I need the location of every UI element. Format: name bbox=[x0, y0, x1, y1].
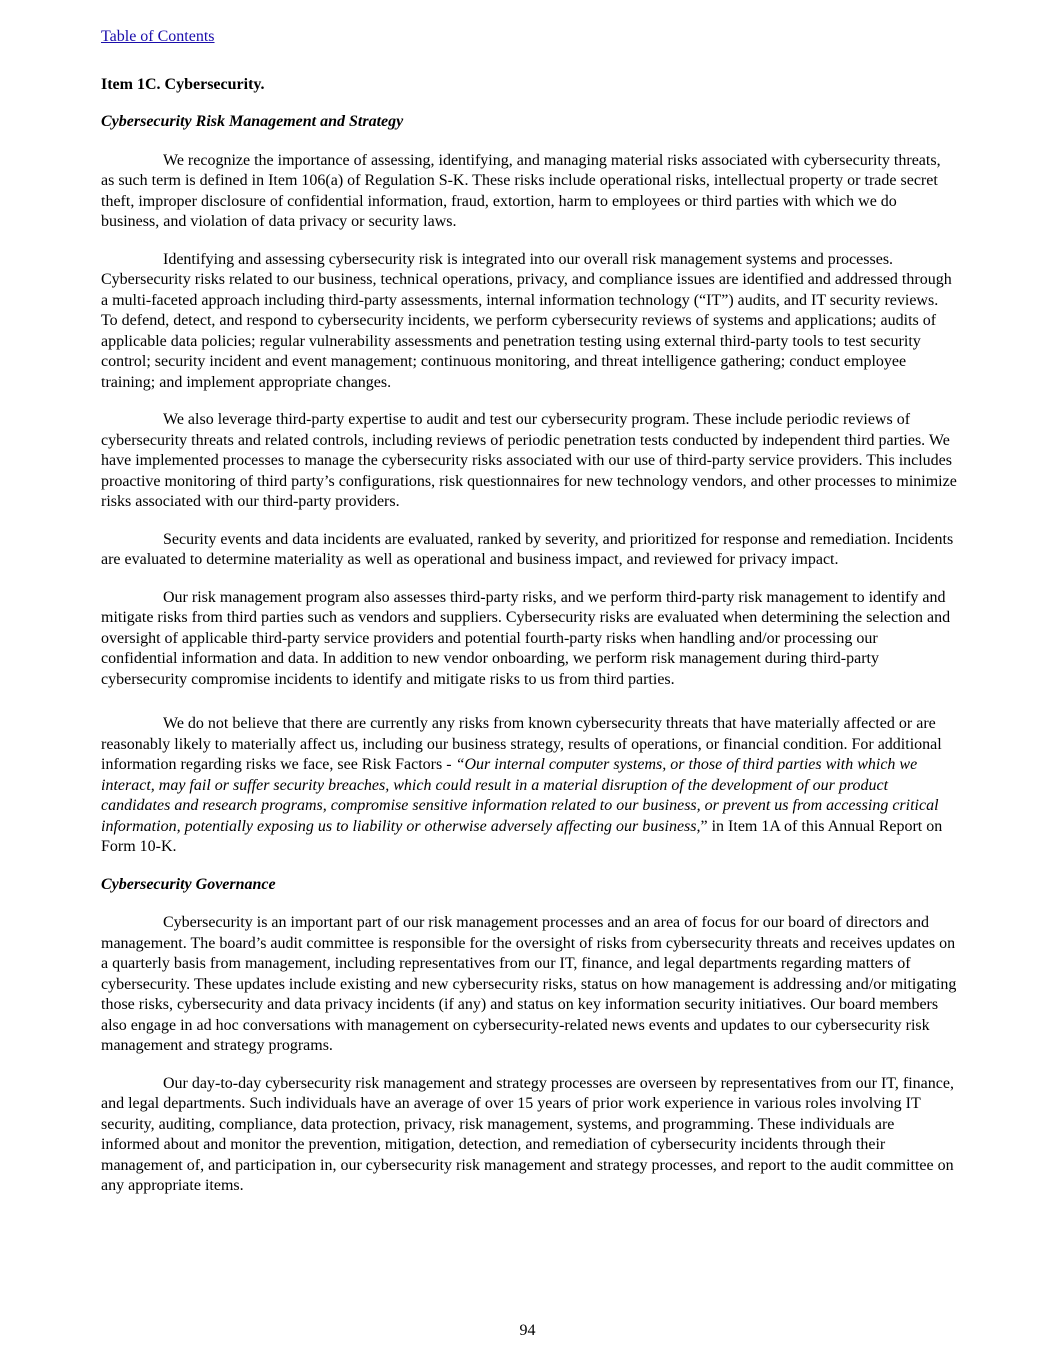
paragraph: Our day-to-day cybersecurity risk management and strategy processes are overseen by representatives from our IT, finance, and legal departments. Such individuals have an average of over 15 years of prior work experience in various roles involving IT security, auditing, compliance, data protection, privacy, risk management, systems, and programming. These individuals are informed about and monitor the prevention, mitigation, detection, and remediation of cybersecurity incidents through their management of, and participation in, our cybersecurity risk management and strategy processes, and report to the audit committee on any appropriate items. bbox=[101, 1074, 954, 1194]
paragraph: Identifying and assessing cybersecurity risk is integrated into our overall risk management systems and processes. Cybersecurity risks related to our business, technical operations, privacy, and compliance issues are identified and addressed through a multi-faceted approach including third-party assessments, internal information technology (“IT”) audits, and IT security reviews. To defend, detect, and respond to cybersecurity incidents, we perform cybersecurity reviews of systems and applications; audits of applicable data policies; regular vulnerability assessments and penetration testing using external third-party tools to test security control; security incident and event management; continuous monitoring, and threat intelligence gathering; conduct employee training; and implement appropriate changes. bbox=[101, 250, 952, 391]
section-heading-risk-management: Cybersecurity Risk Management and Strategy bbox=[101, 113, 404, 130]
section-heading-governance: Cybersecurity Governance bbox=[101, 875, 276, 893]
paragraph: Our risk management program also assesses third-party risks, and we perform third-party risk management to identify and mitigate risks from third parties such as vendors and suppliers. Cybersecurity risks are evaluated when determining the selection and oversight of applicable third-party service providers and potential fourth-party risks when handling and/or processing our confidential information and data. In addition to new vendor onboarding, we perform risk management during third-party cybersecurity compromise incidents to identify and mitigate risks to us from third parties. bbox=[101, 588, 951, 688]
page-number: 94 bbox=[519, 1322, 536, 1339]
paragraph-tail: ” in Item 1A of this Annual Report on Form 10-K. bbox=[101, 817, 943, 855]
risk-factors-paragraph bbox=[101, 714, 957, 858]
paragraph: Cybersecurity is an important part of our risk management processes and an area of focus for our board of directors and management. The board’s audit committee is responsible for the oversight of risks from cybersecurity threats and receives updates on a quarterly basis from management, including representatives from our IT, finance, and legal departments regarding matters of cybersecurity. These updates include existing and new cybersecurity risks, status on how management is addressing and/or mitigating those risks, cybersecurity and data privacy incidents (if any) and status on key information security initiatives. Our board members also engage in ad hoc conversations with management on cybersecurity-related news events and updates to our cybersecurity risk management and strategy programs. bbox=[101, 914, 957, 1054]
paragraph: We recognize the importance of assessing, identifying, and managing material risks associated with cybersecurity threats, as such term is defined in Item 106(a) of Regulation S-K. These risks include operational risks, intellectual property or trade secret theft, improper disclosure of confidential information, fraud, extortion, harm to employees or third parties with which we do business, and violation of data privacy or security laws. bbox=[101, 151, 941, 230]
item-heading: Item 1C. Cybersecurity. bbox=[101, 75, 265, 93]
table-of-contents-link[interactable]: Table of Contents bbox=[101, 28, 215, 45]
paragraph: Security events and data incidents are evaluated, ranked by severity, and prioritized for response and remediation. Incidents are evaluated to determine materiality as well as operational and business impact, and reviewed for privacy impact. bbox=[101, 530, 954, 568]
risk-factor-quote: “Our internal computer systems, or those of third parties with which we interact, may fail or suffer security breaches, which could result in a material disruption of the development of our product candidates and research programs, compromise sensitive information related to our business, or prevent us from accessing critical information, potentially exposing us to liability or otherwise adversely affecting our business, bbox=[101, 756, 939, 835]
paragraph-lead: We do not believe that there are currently any risks from known cybersecurity threats that have materially affected or are reasonably likely to materially affect us, including our business strategy, results of operations, or financial condition. For additional information regarding risks we face, see Risk Factors - bbox=[101, 715, 942, 773]
document-page bbox=[101, 27, 957, 1214]
paragraph: We also leverage third-party expertise to audit and test our cybersecurity program. These include periodic reviews of cybersecurity threats and related controls, including reviews of periodic penetration tests conducted by independent third parties. We have implemented processes to manage the cybersecurity risks associated with our use of third-party service providers. This includes proactive monitoring of third party’s configurations, risk questionnaires for new technology vendors, and other processes to minimize risks associated with our third-party providers. bbox=[101, 411, 957, 510]
